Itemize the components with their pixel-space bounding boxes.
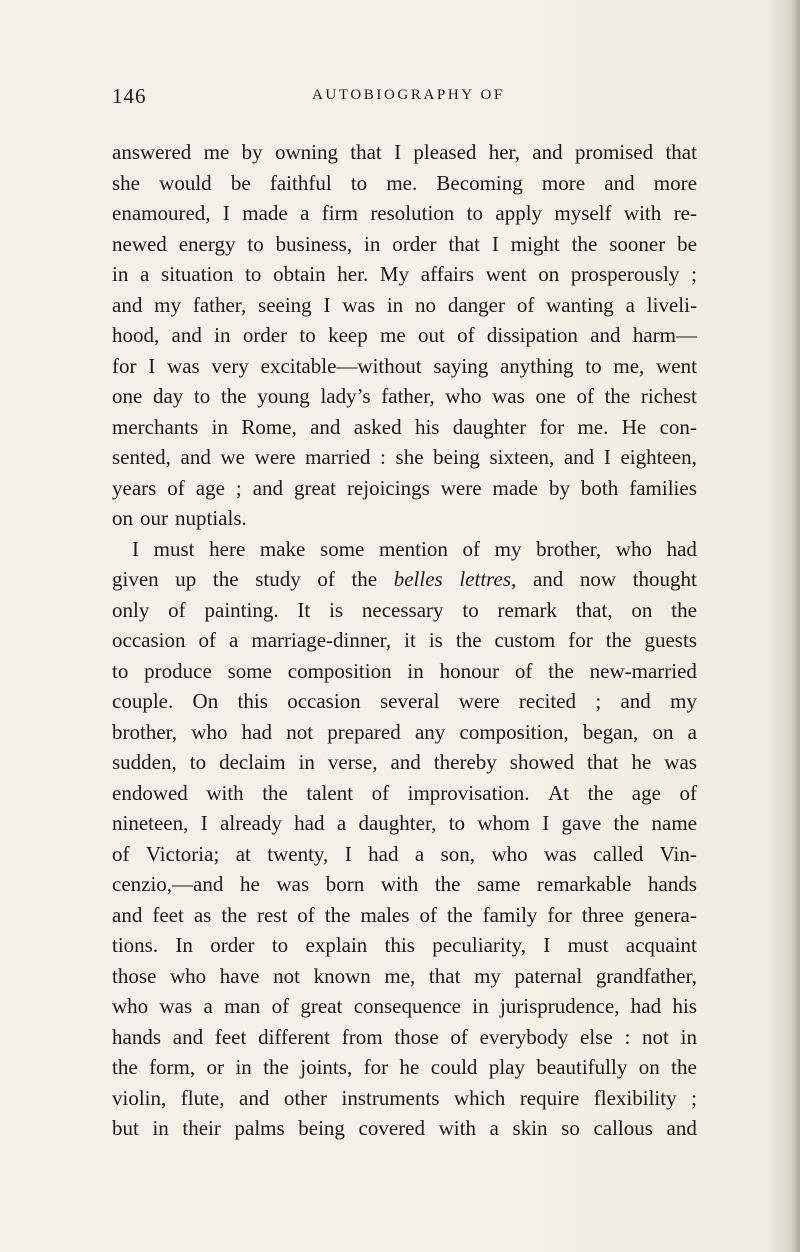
text-line: for I was very excitable—without saying anything to me, went xyxy=(112,353,697,378)
text-line: those who have not known me, that my paternal grandfather, xyxy=(112,963,697,988)
text-line: only of painting. It is necessary to remark that, on the xyxy=(112,597,697,622)
text-line: nineteen, I already had a daughter, to whom I gave the name xyxy=(112,811,697,835)
text-line: merchants in Rome, and asked his daughter for me. He con- xyxy=(112,414,697,439)
text-line: who was a man of great consequence in jurisprudence, had his xyxy=(112,994,697,1018)
text-line: couple. On this occasion several were recited ; and my xyxy=(112,689,697,713)
text-line: she would be faithful to me. Becoming more and more xyxy=(112,170,697,195)
text-line: hood, and in order to keep me out of dissipation and harm— xyxy=(112,323,697,347)
running-title: AUTOBIOGRAPHY OF xyxy=(312,87,505,103)
text-line: sudden, to declaim in verse, and thereby showed that he was xyxy=(112,750,697,774)
text-line: answered me by owning that I pleased her, and promised that xyxy=(112,140,697,164)
text-line: tions. In order to explain this peculiarity, I must acquaint xyxy=(112,933,697,957)
text-line: on our nuptials. xyxy=(112,506,247,530)
text-line: cenzio,—and he was born with the same remarkable hands xyxy=(112,872,697,896)
text-line: and feet as the rest of the males of the family for three genera- xyxy=(112,902,697,927)
text-line: enamoured, I made a firm resolution to apply myself with re- xyxy=(112,201,697,225)
body-text xyxy=(112,137,697,1144)
text-line: and my father, seeing I was in no danger of wanting a liveli- xyxy=(112,292,697,317)
text-line: given up the study of the belles lettres, and now thought xyxy=(112,567,697,591)
text-line: violin, flute, and other instruments which require flexibility ; xyxy=(112,1085,697,1110)
running-head xyxy=(112,84,690,114)
text-line: in a situation to obtain her. My affairs went on prosperously ; xyxy=(112,262,697,286)
text-line: one day to the young lady’s father, who was one of the richest xyxy=(112,384,697,408)
text-line: I must here make some mention of my brother, who had xyxy=(132,536,697,561)
text-line: but in their palms being covered with a skin so callous and xyxy=(112,1116,697,1140)
text-line: hands and feet different from those of everybody else : not in xyxy=(112,1024,697,1049)
text-line: of Victoria; at twenty, I had a son, who was called Vin- xyxy=(112,841,697,866)
text-line: the form, or in the joints, for he could play beautifully on the xyxy=(112,1055,697,1079)
text-line: years of age ; and great rejoicings were made by both families xyxy=(112,475,697,500)
page-edge-shadow xyxy=(792,0,800,1252)
text-line: occasion of a marriage-dinner, it is the custom for the guests xyxy=(112,628,697,652)
text-line: to produce some composition in honour of the new-married xyxy=(112,658,697,683)
text-line: brother, who had not prepared any composition, began, on a xyxy=(112,719,697,744)
text-line: endowed with the talent of improvisation. At the age of xyxy=(112,780,697,805)
text-line: sented, and we were married : she being sixteen, and I eighteen, xyxy=(112,445,697,469)
page-number: 146 xyxy=(112,84,147,108)
text-line: newed energy to business, in order that I might the sooner be xyxy=(112,231,697,256)
